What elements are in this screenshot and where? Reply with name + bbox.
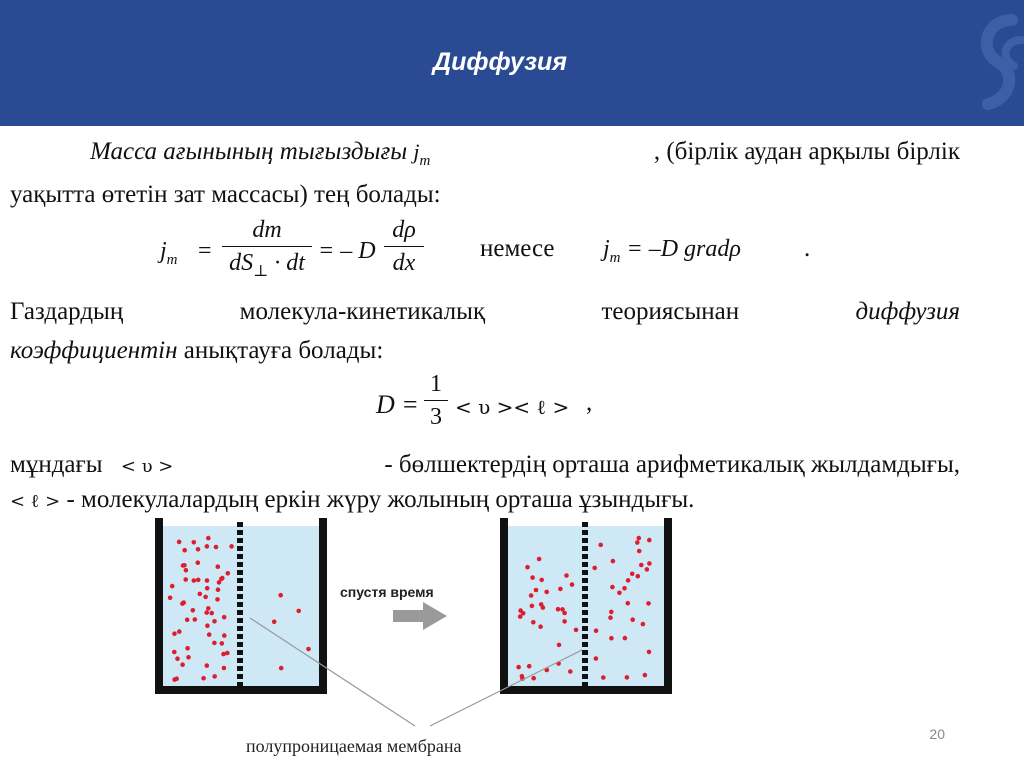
particle-dot (196, 547, 201, 552)
para3-rest-1: - бөлшектердің орташа арифметикалық жылдамдығы, (384, 451, 960, 478)
particle-dot (186, 655, 191, 660)
particle-dot (518, 608, 523, 613)
particle-dot (558, 587, 563, 592)
particle-dot (205, 623, 210, 628)
particle-dot (525, 565, 530, 570)
particle-dot (214, 545, 219, 550)
para2-word-2: молекула-кинетикалық (239, 298, 486, 325)
particle-dot (177, 629, 182, 634)
particle-dot (196, 560, 201, 565)
particle-dot (219, 577, 224, 582)
intro-italic: Масса ағынының тығыздығы (90, 138, 408, 165)
particle-dot (598, 543, 603, 548)
para3-symbol-1: < υ > (120, 456, 174, 477)
particle-dot (172, 631, 177, 636)
particle-dot (594, 628, 599, 633)
fraction-1-numerator: dm (252, 217, 282, 243)
particle-dot (630, 572, 635, 577)
para2-rest: анықтауға болады: (183, 337, 384, 364)
particle-dot (192, 540, 197, 545)
para2-word-3: теориясынан (601, 298, 740, 325)
particle-dot (562, 619, 567, 624)
formula2-end: , (586, 389, 593, 416)
particle-dot (646, 601, 651, 606)
para2-word-1: Газдардың (10, 298, 124, 325)
particle-dot (637, 536, 642, 541)
intro-symbol-sub: m (419, 153, 431, 169)
particle-dot (278, 593, 283, 598)
particle-dot (568, 669, 573, 674)
particle-dot (193, 617, 198, 622)
particle-dot (204, 610, 209, 615)
particle-dot (622, 586, 627, 591)
particle-dot (537, 557, 542, 562)
arrow-label: спустя время (340, 584, 434, 600)
particle-dot (544, 590, 549, 595)
particle-dot (198, 592, 203, 597)
particle-dot (636, 574, 641, 579)
particle-dot (296, 609, 301, 614)
particle-dot (221, 652, 226, 657)
particle-dot (206, 536, 211, 541)
particle-dot (592, 566, 597, 571)
particle-dot (191, 608, 196, 613)
figure-caption: полупроницаемая мембрана (246, 736, 462, 756)
particle-dot (222, 666, 227, 671)
formula2-denominator: 3 (430, 404, 442, 430)
particle-dot (196, 578, 201, 583)
particle-dot (527, 664, 532, 669)
particle-dot (623, 636, 628, 641)
particle-dot (574, 628, 579, 633)
particle-dot (222, 633, 227, 638)
particle-dot (617, 591, 622, 596)
particle-dot (637, 549, 642, 554)
formula2-numerator: 1 (430, 371, 442, 397)
formula2-rhs: < υ >< ℓ > (455, 395, 570, 419)
particle-dot (530, 575, 535, 580)
particle-dot (222, 615, 227, 620)
particle-dot (635, 540, 640, 545)
particle-dot (279, 666, 284, 671)
particle-dot (172, 650, 177, 655)
particle-dot (531, 676, 536, 681)
particle-dot (272, 620, 277, 625)
particle-dot (212, 619, 217, 624)
particle-dot (539, 578, 544, 583)
particle-dot (182, 563, 187, 568)
particle-dot (177, 540, 182, 545)
intro-symbol: j (413, 139, 420, 164)
particle-dot (630, 617, 635, 622)
particle-dot (205, 578, 210, 583)
particle-dot (183, 577, 188, 582)
particle-dot (192, 578, 197, 583)
particle-dot (181, 600, 186, 605)
particle-dot (610, 585, 615, 590)
particle-dot (601, 675, 606, 680)
particle-dot (226, 571, 231, 576)
particle-dot (216, 587, 221, 592)
particle-dot (539, 602, 544, 607)
particle-dot (175, 656, 180, 661)
particle-dot (643, 673, 648, 678)
fraction-1-denominator: $dS_\perp$ · dt (229, 250, 305, 280)
para3-rest-2: - молекулалардың еркін жүру жолының орташа ұзындығы. (66, 486, 695, 513)
particle-dot (229, 544, 234, 549)
particle-dot (564, 573, 569, 578)
particle-dot (216, 564, 221, 569)
particle-dot (626, 578, 631, 583)
formula1-eq: = (198, 238, 212, 264)
particle-dot (609, 610, 614, 615)
particle-dot (215, 597, 220, 602)
particle-dot (205, 544, 210, 549)
formula1-rhs: $j_m = -D$ gradρ (603, 236, 741, 266)
fraction-2-numerator: dρ (392, 217, 416, 243)
particle-dot (185, 618, 190, 623)
particle-dot (647, 650, 652, 655)
particle-dot (306, 647, 311, 652)
para2-italic: коэффициентін (10, 337, 178, 364)
particle-dot (626, 601, 631, 606)
particle-dot (207, 632, 212, 637)
formula2-lhs: D = (376, 390, 419, 419)
particle-dot (639, 563, 644, 568)
particle-dot (220, 641, 225, 646)
para3-prefix: мұндағы (10, 451, 103, 478)
particle-dot (205, 586, 210, 591)
particle-dot (209, 611, 214, 616)
particle-dot (205, 663, 210, 668)
particle-dot (608, 615, 613, 620)
formula1-lhs: $j_m$ (160, 238, 178, 268)
particle-dot (185, 646, 190, 651)
particle-dot (516, 665, 521, 670)
particle-dot (538, 624, 543, 629)
formula1-conjunction: немесе (480, 235, 555, 262)
formula1-end: . (804, 235, 811, 262)
particle-dot (557, 643, 562, 648)
particle-dot (530, 604, 535, 609)
particle-dot (556, 607, 561, 612)
particle-dot (168, 596, 173, 601)
particle-dot (201, 676, 206, 681)
particle-dot (184, 568, 189, 573)
particle-dot (625, 675, 630, 680)
particle-dot (641, 622, 646, 627)
particle-dot (170, 584, 175, 589)
container-before (159, 518, 323, 690)
intro-rest: , (бірлік аудан арқылы бірлік (653, 138, 960, 165)
particle-dot (529, 593, 534, 598)
particle-dot (594, 656, 599, 661)
particle-dot (180, 662, 185, 667)
particle-dot (203, 595, 208, 600)
particle-dot (611, 559, 616, 564)
slide-title: Диффузия (433, 48, 567, 76)
particle-dot (645, 567, 650, 572)
particle-dot (212, 674, 217, 679)
particle-dot (570, 582, 575, 587)
arrow-right-icon (393, 602, 447, 630)
particle-dot (647, 538, 652, 543)
particle-dot (560, 607, 565, 612)
particle-dot (534, 588, 539, 593)
particle-dot (212, 641, 217, 646)
particle-dot (182, 548, 187, 553)
particle-dot (647, 561, 652, 566)
container-after (504, 518, 668, 690)
fraction-2-denominator: dx (392, 250, 416, 276)
para3-symbol-2: < ℓ > (10, 491, 61, 512)
particle-dot (609, 636, 614, 641)
particle-dot (531, 620, 536, 625)
para2-italic-phrase: диффузия (855, 298, 960, 325)
formula1-mid: = – D (318, 238, 376, 264)
page-number: 20 (929, 726, 945, 742)
particle-dot (206, 606, 211, 611)
particle-dot (174, 676, 179, 681)
intro-line-2: уақытта өтетін зат массасы) тең болады: (10, 181, 441, 208)
